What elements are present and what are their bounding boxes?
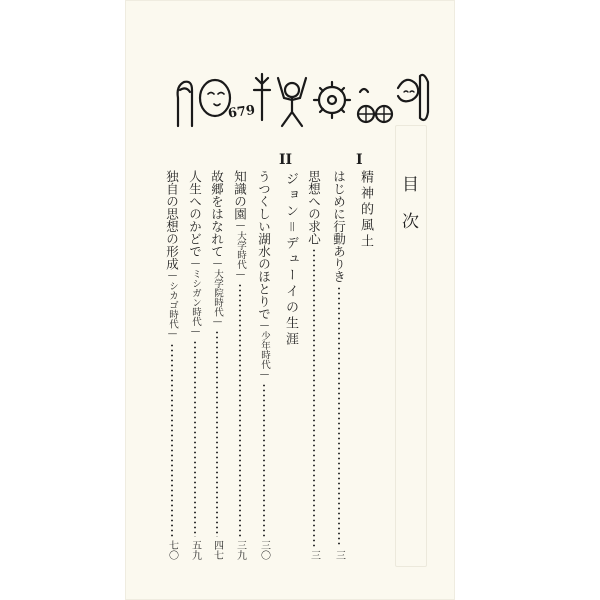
entry-title: はじめに行動ありき	[331, 170, 347, 283]
toc-entry[interactable]	[232, 170, 248, 560]
toc-entry[interactable]	[164, 170, 180, 560]
leader-dots	[171, 343, 173, 538]
leader-dots	[263, 383, 265, 537]
entry-title: 人生へのかどで	[187, 170, 203, 258]
leader-dots	[194, 340, 196, 538]
leader-dots	[216, 330, 218, 537]
entry-page: 五九	[189, 540, 201, 560]
entry-page: 三九	[234, 540, 246, 560]
part-title: 精神的風土	[358, 170, 373, 250]
leader-dots	[338, 286, 340, 548]
entry-title: 独自の思想の形成	[164, 170, 180, 270]
leader-dots	[313, 248, 315, 547]
entry-subtitle: —ミシガン時代—	[190, 257, 201, 337]
header-illustration	[170, 68, 430, 128]
entry-page: 三	[308, 550, 320, 560]
entry-title: 知識の園	[232, 170, 248, 220]
entry-page: 三	[333, 550, 345, 560]
contents-title: 目次	[398, 175, 418, 249]
entry-subtitle: —大学院時代—	[212, 257, 223, 327]
entry-title: 思想への求心	[306, 170, 322, 245]
toc-entry[interactable]	[306, 170, 322, 560]
leader-dots	[239, 283, 241, 537]
toc-entry[interactable]	[331, 170, 347, 560]
entry-page: 三〇	[258, 540, 270, 560]
illustration-number: 679	[227, 102, 257, 122]
part-title: ジョン＝デューイの生涯	[283, 172, 298, 348]
entry-title: 故郷をはなれて	[209, 170, 225, 258]
toc-entry[interactable]	[256, 170, 272, 560]
entry-subtitle: —大学時代—	[235, 220, 246, 280]
entry-page: 四七	[211, 540, 223, 560]
toc-entry[interactable]	[209, 170, 225, 560]
part-number: II	[279, 152, 293, 168]
part-number: I	[356, 152, 363, 168]
entry-subtitle: —シカゴ時代—	[167, 270, 178, 340]
toc-entry[interactable]	[187, 170, 203, 560]
entry-title: うつくしい湖水のほとりで	[256, 170, 272, 320]
entry-page: 七〇	[166, 540, 178, 560]
entry-subtitle: —少年時代—	[259, 320, 270, 380]
